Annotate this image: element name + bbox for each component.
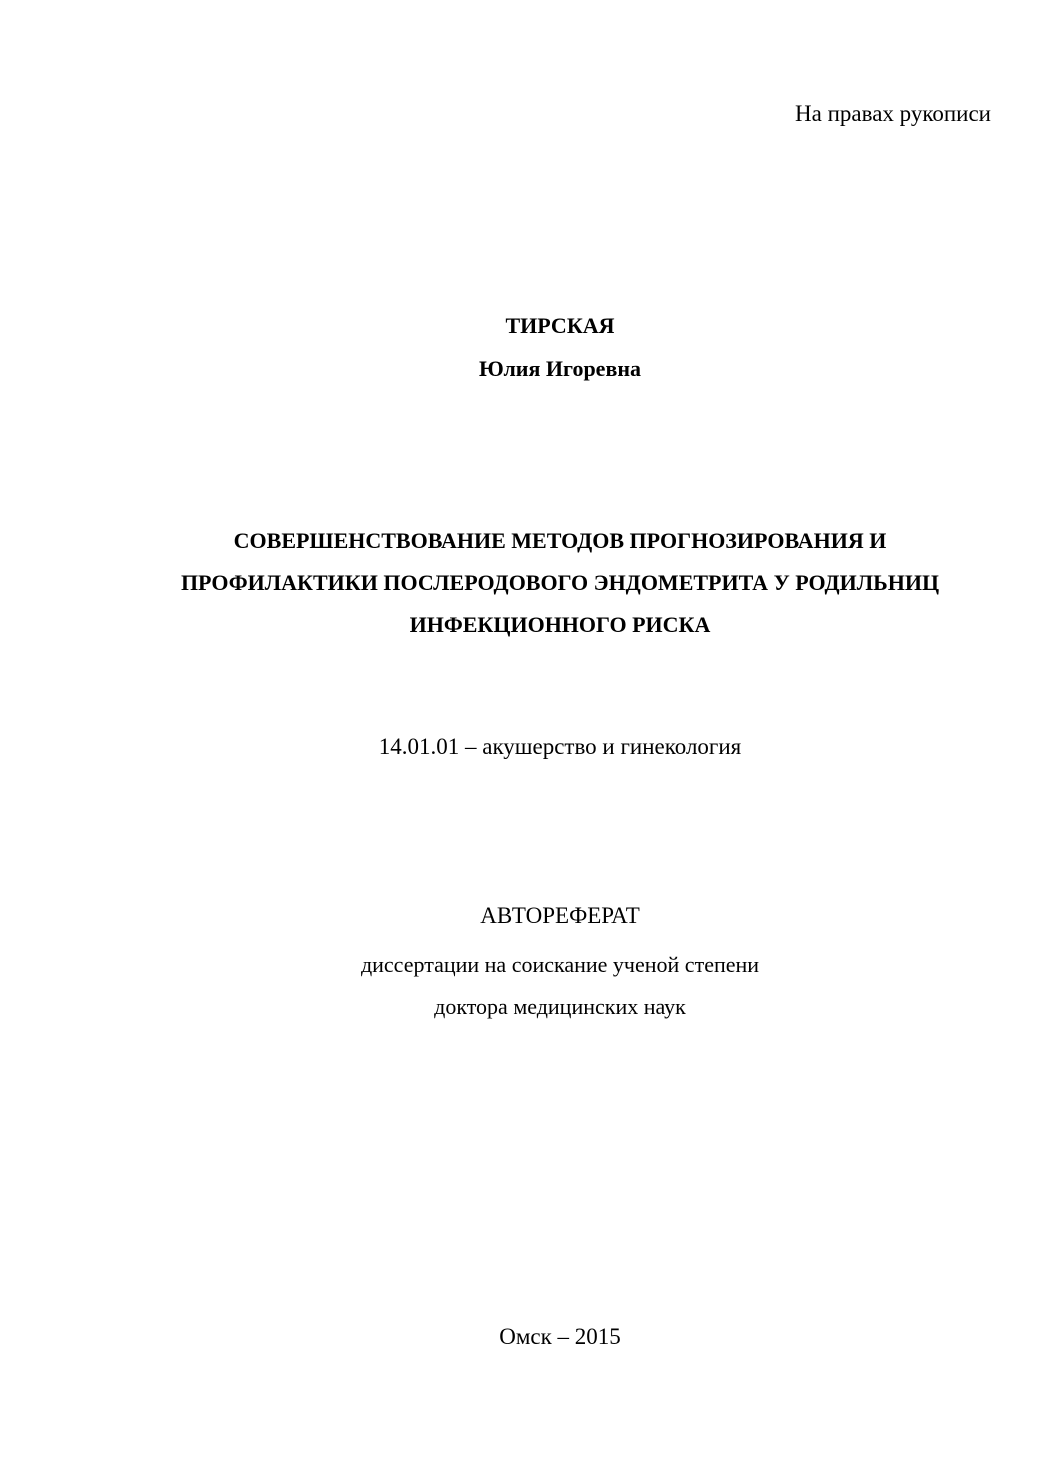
- document-type-label: АВТОРЕФЕРАТ: [480, 903, 640, 928]
- degree-description: [60, 944, 1040, 1028]
- author-given-names: Юлия Игоревна: [478, 356, 641, 381]
- thesis-title: [60, 520, 1040, 646]
- thesis-title-line: ИНФЕКЦИОННОГО РИСКА: [409, 612, 711, 637]
- degree-line: доктора медицинских наук: [434, 994, 686, 1019]
- degree-line: диссертации на соискание ученой степени: [360, 952, 760, 977]
- place-and-year: Омск – 2015: [499, 1324, 621, 1349]
- specialty-code: 14.01.01 – акушерство и гинекология: [378, 734, 742, 759]
- thesis-title-line: СОВЕРШЕНСТВОВАНИЕ МЕТОДОВ ПРОГНОЗИРОВАНИЯ И: [233, 528, 887, 553]
- rights-notice: На правах рукописи: [795, 101, 991, 126]
- author-surname: ТИРСКАЯ: [505, 313, 615, 338]
- thesis-title-line: ПРОФИЛАКТИКИ ПОСЛЕРОДОВОГО ЭНДОМЕТРИТА У РОДИЛЬНИЦ: [180, 570, 940, 595]
